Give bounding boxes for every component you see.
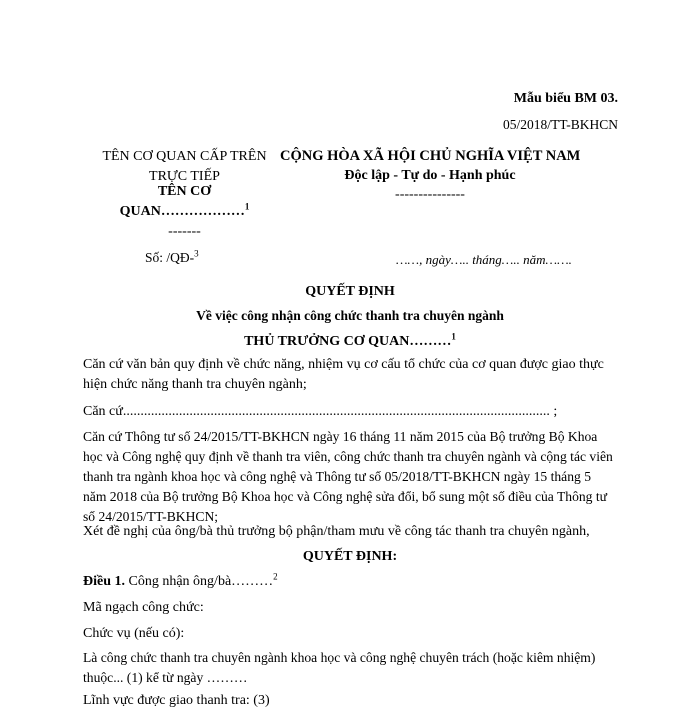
article-1: Điều 1. Công nhận ông/bà………$^2$ [83,571,278,589]
preamble-3-line2: học và Công nghệ quy định về thanh tra viên, công chức thanh tra chuyên ngành và cộng tác viên [83,449,613,464]
motto-rule: --------------- [395,187,465,202]
country-name: CỘNG HÒA XÃ HỘI CHỦ NGHĨA VIỆT NAM [280,148,581,164]
decision-number: Số: /QĐ-$^3$ [145,248,199,265]
national-motto: Độc lập - Tự do - Hạnh phúc [344,168,516,183]
footnote-marker: 1 [244,201,250,212]
national-header [280,147,580,204]
parent-agency-line1: TÊN CƠ QUAN CẤP TRÊN [102,149,267,164]
issuing-authority: THỦ TRƯỞNG CƠ QUAN………$^1$ [244,331,456,349]
form-code: Mẫu biểu BM 03. [513,91,618,106]
role-line2: thuộc... (1) kể từ ngày ……… [83,670,248,685]
parent-agency-line2: TRỰC TIẾP [149,169,220,184]
preamble-1-line2: hiện chức năng thanh tra chuyên ngành; [83,377,307,392]
preamble-2: Căn cứ.......................................................................................................................... ; [83,404,558,419]
preamble-1-line1: Căn cứ văn bản quy định về chức năng, nhiệm vụ cơ cấu tổ chức của cơ quan được giao thực [83,357,604,372]
field-line: Lĩnh vực được giao thanh tra: (3) [83,693,270,708]
place-date: ……, ngày….. tháng….. năm……. [396,252,572,267]
footnote-marker: 1 [451,331,456,342]
agency-header [82,147,287,187]
role-line1: Là công chức thanh tra chuyên ngành khoa học và công nghệ chuyên trách (hoặc kiêm nhiệm) [83,650,596,665]
agency-name-block [82,182,287,242]
circular-reference: 05/2018/TT-BKHCN [502,117,618,132]
rank-line: Mã ngạch công chức: [83,600,204,615]
article-1-label: Điều 1. [83,574,125,589]
agency-name-line2: QUAN………………$^1$ [119,201,250,219]
preamble-4: Xét đề nghị của ông/bà thủ trưởng bộ phận/tham mưu về công tác thanh tra chuyên ngành, [83,524,590,539]
agency-rule: ------- [168,224,201,239]
document-subtitle: Về việc công nhận công chức thanh tra chuyên ngành [196,308,504,323]
document-title: QUYẾT ĐỊNH [305,284,395,299]
decision-heading: QUYẾT ĐỊNH: [302,549,398,564]
preamble-3-line3: thanh tra ngành khoa học và công nghệ và Thông tư số 05/2018/TT-BKHCN ngày 15 tháng 5 [83,469,591,484]
footnote-marker: 3 [194,248,199,259]
agency-name-line1: TÊN CƠ [157,184,212,199]
preamble-3-line5: số 24/2015/TT-BKHCN; [83,509,219,524]
position-line: Chức vụ (nếu có): [83,626,185,641]
preamble-3-line1: Căn cứ Thông tư số 24/2015/TT-BKHCN ngày 16 tháng 11 năm 2015 của Bộ trưởng Bộ Khoa [83,429,598,444]
preamble-3-line4: năm 2018 của Bộ trưởng Bộ Khoa học và Công nghệ sửa đổi, bổ sung một số điều của Thông tư [83,489,608,504]
footnote-marker: 2 [273,571,278,582]
